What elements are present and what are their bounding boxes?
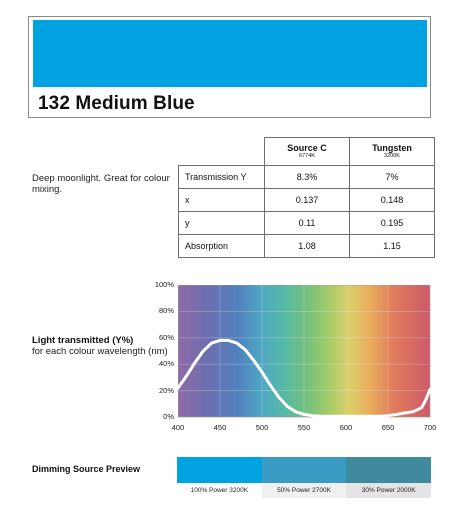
y-tick-label: 100% [154,280,174,289]
x-tick-label: 450 [213,423,227,432]
filter-name: 132 Medium Blue [38,93,195,114]
dimming-label: 30% Power 2000K [346,483,431,498]
cell-value: 1.08 [265,235,350,258]
chart-caption-subtitle: for each colour wavelength (nm) [32,346,168,357]
table-row [179,235,435,258]
cell-value: 0.195 [350,212,435,235]
x-tick-label: 400 [171,423,185,432]
dimming-swatch [177,457,262,483]
cell-value: 0.148 [350,189,435,212]
cell-value: 8.3% [265,166,350,189]
transmission-chart [178,285,431,420]
row-label: Absorption [179,235,265,258]
cell-value: 0.137 [265,189,350,212]
dimming-title: Dimming Source Preview [32,464,141,474]
table-header-row [179,138,435,166]
x-tick-label: 550 [297,423,311,432]
dimming-label: 50% Power 2700K [262,483,347,498]
column-name: Source C [287,143,327,153]
specs-table [178,137,435,258]
column-cct: 3200K [384,153,400,159]
table-corner-cell [179,138,265,166]
cell-value: 7% [350,166,435,189]
row-label: x [179,189,265,212]
y-tick-label: 40% [158,359,174,369]
y-tick-label: 20% [158,385,174,395]
column-name: Tungsten [372,143,412,153]
dimming-swatch [262,457,347,483]
x-tick-label: 600 [339,423,353,432]
cell-value: 1.15 [350,235,435,258]
dimming-swatch [346,457,431,483]
y-tick-label: 80% [158,306,174,316]
chart-caption-title: Light transmitted (Y%) [32,335,134,346]
filter-color-swatch [33,20,427,87]
dimming-label: 100% Power 3200K [177,483,262,498]
filter-description: Deep moonlight. Great for colour mixing. [32,173,170,195]
x-tick-label: 500 [255,423,269,432]
x-tick-label: 700 [423,423,437,432]
table-row [179,189,435,212]
row-label: y [179,212,265,235]
x-tick-label: 650 [381,423,395,432]
cell-value: 0.11 [265,212,350,235]
table-row [179,212,435,235]
column-cct: 6774K [299,153,315,159]
y-tick-label: 60% [158,332,174,342]
column-header-source-c [265,138,350,166]
row-label: Transmission Y [179,166,265,189]
column-header-tungsten [350,138,435,166]
table-row [179,166,435,189]
y-tick-label: 0% [163,412,174,421]
